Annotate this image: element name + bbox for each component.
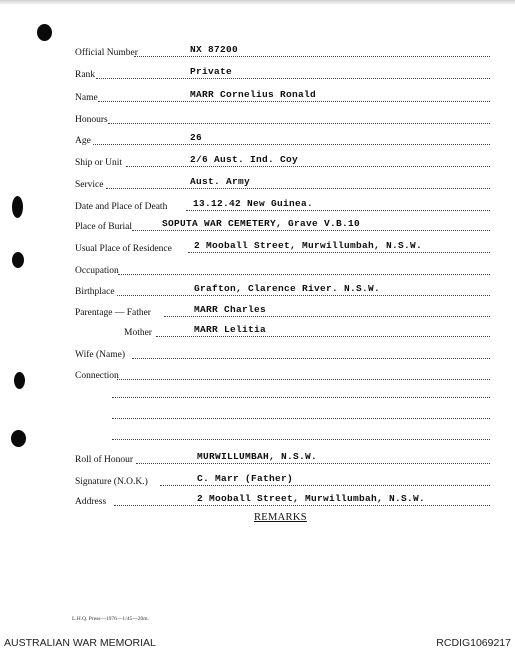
field-occupation (0, 264, 515, 280)
field-leader (132, 348, 490, 359)
field-leader (126, 156, 490, 167)
field-label: Service (75, 180, 104, 190)
field-label: Mother (124, 328, 152, 338)
field-address (0, 495, 515, 511)
field-leader (108, 113, 490, 124)
field-label: Parentage — Father (75, 308, 151, 318)
field-parentage-mother (0, 326, 515, 342)
field-label: Rank (75, 70, 96, 80)
field-roll-of-honour (0, 453, 515, 469)
field-leader (117, 369, 490, 380)
field-label: Signature (N.O.K.) (75, 477, 148, 487)
field-value: 26 (190, 132, 203, 143)
field-value: C. Marr (Father) (197, 473, 294, 484)
field-ship-or-unit (0, 156, 515, 172)
field-value: MURWILLUMBAH, N.S.W. (197, 451, 318, 462)
printer-imprint: L.H.Q. Press—1976—1/45—20m. (72, 616, 149, 622)
field-value: Private (190, 66, 233, 77)
field-official-number (0, 46, 515, 62)
field-birthplace (0, 285, 515, 301)
field-label: Connection (75, 371, 119, 381)
footer-archive-name: AUSTRALIAN WAR MEMORIAL (4, 637, 156, 649)
field-label: Occupation (75, 266, 119, 276)
field-parentage-father (0, 306, 515, 322)
field-leader (93, 134, 490, 145)
field-label: Age (75, 136, 91, 146)
field-leader (96, 68, 490, 79)
field-value: 2 Mooball Street, Murwillumbah, N.S.W. (194, 240, 423, 251)
field-leader (134, 46, 490, 57)
field-value: SOPUTA WAR CEMETERY, Grave V.B.10 (162, 218, 361, 229)
field-value: Grafton, Clarence River. N.S.W. (194, 283, 381, 294)
field-label: Address (75, 497, 107, 507)
field-wife-name (0, 348, 515, 364)
field-place-of-burial (0, 220, 515, 236)
field-rank (0, 68, 515, 84)
field-value: MARR Charles (194, 304, 267, 315)
field-value: 2/6 Aust. Ind. Coy (190, 154, 299, 165)
punch-hole-top (37, 24, 52, 41)
field-name (0, 91, 515, 107)
field-label: Wife (Name) (75, 350, 125, 360)
field-label: Date and Place of Death (75, 202, 168, 212)
field-value: 2 Mooball Street, Murwillumbah, N.S.W. (197, 493, 426, 504)
footer-record-id: RCDIG1069217 (436, 637, 511, 649)
field-leader (118, 264, 490, 275)
field-label: Place of Burial (75, 222, 132, 232)
field-honours (0, 113, 515, 129)
field-connection (0, 369, 515, 385)
connection-blank-line (112, 418, 490, 419)
connection-blank-line (112, 439, 490, 440)
field-leader (106, 178, 490, 189)
connection-blank-line (112, 397, 490, 398)
field-label: Official Number (75, 48, 138, 58)
binding-mark-4 (11, 430, 26, 447)
field-value: 13.12.42 New Guinea. (193, 198, 314, 209)
field-date-place-of-death (0, 200, 515, 216)
field-age (0, 134, 515, 150)
field-signature-nok (0, 475, 515, 491)
remarks-heading: REMARKS (254, 512, 307, 523)
field-value: Aust. Army (190, 176, 251, 187)
field-label: Honours (75, 115, 108, 125)
page-top-edge (0, 0, 515, 5)
field-service (0, 178, 515, 194)
field-label: Birthplace (75, 287, 115, 297)
field-value: NX 87200 (190, 44, 239, 55)
field-label: Ship or Unit (75, 158, 122, 168)
field-usual-place-of-residence (0, 242, 515, 258)
field-value: MARR Lelitia (194, 324, 267, 335)
field-label: Roll of Honour (75, 455, 134, 465)
field-label: Usual Place of Residence (75, 244, 172, 254)
field-label: Name (75, 93, 98, 103)
field-value: MARR Cornelius Ronald (190, 89, 317, 100)
